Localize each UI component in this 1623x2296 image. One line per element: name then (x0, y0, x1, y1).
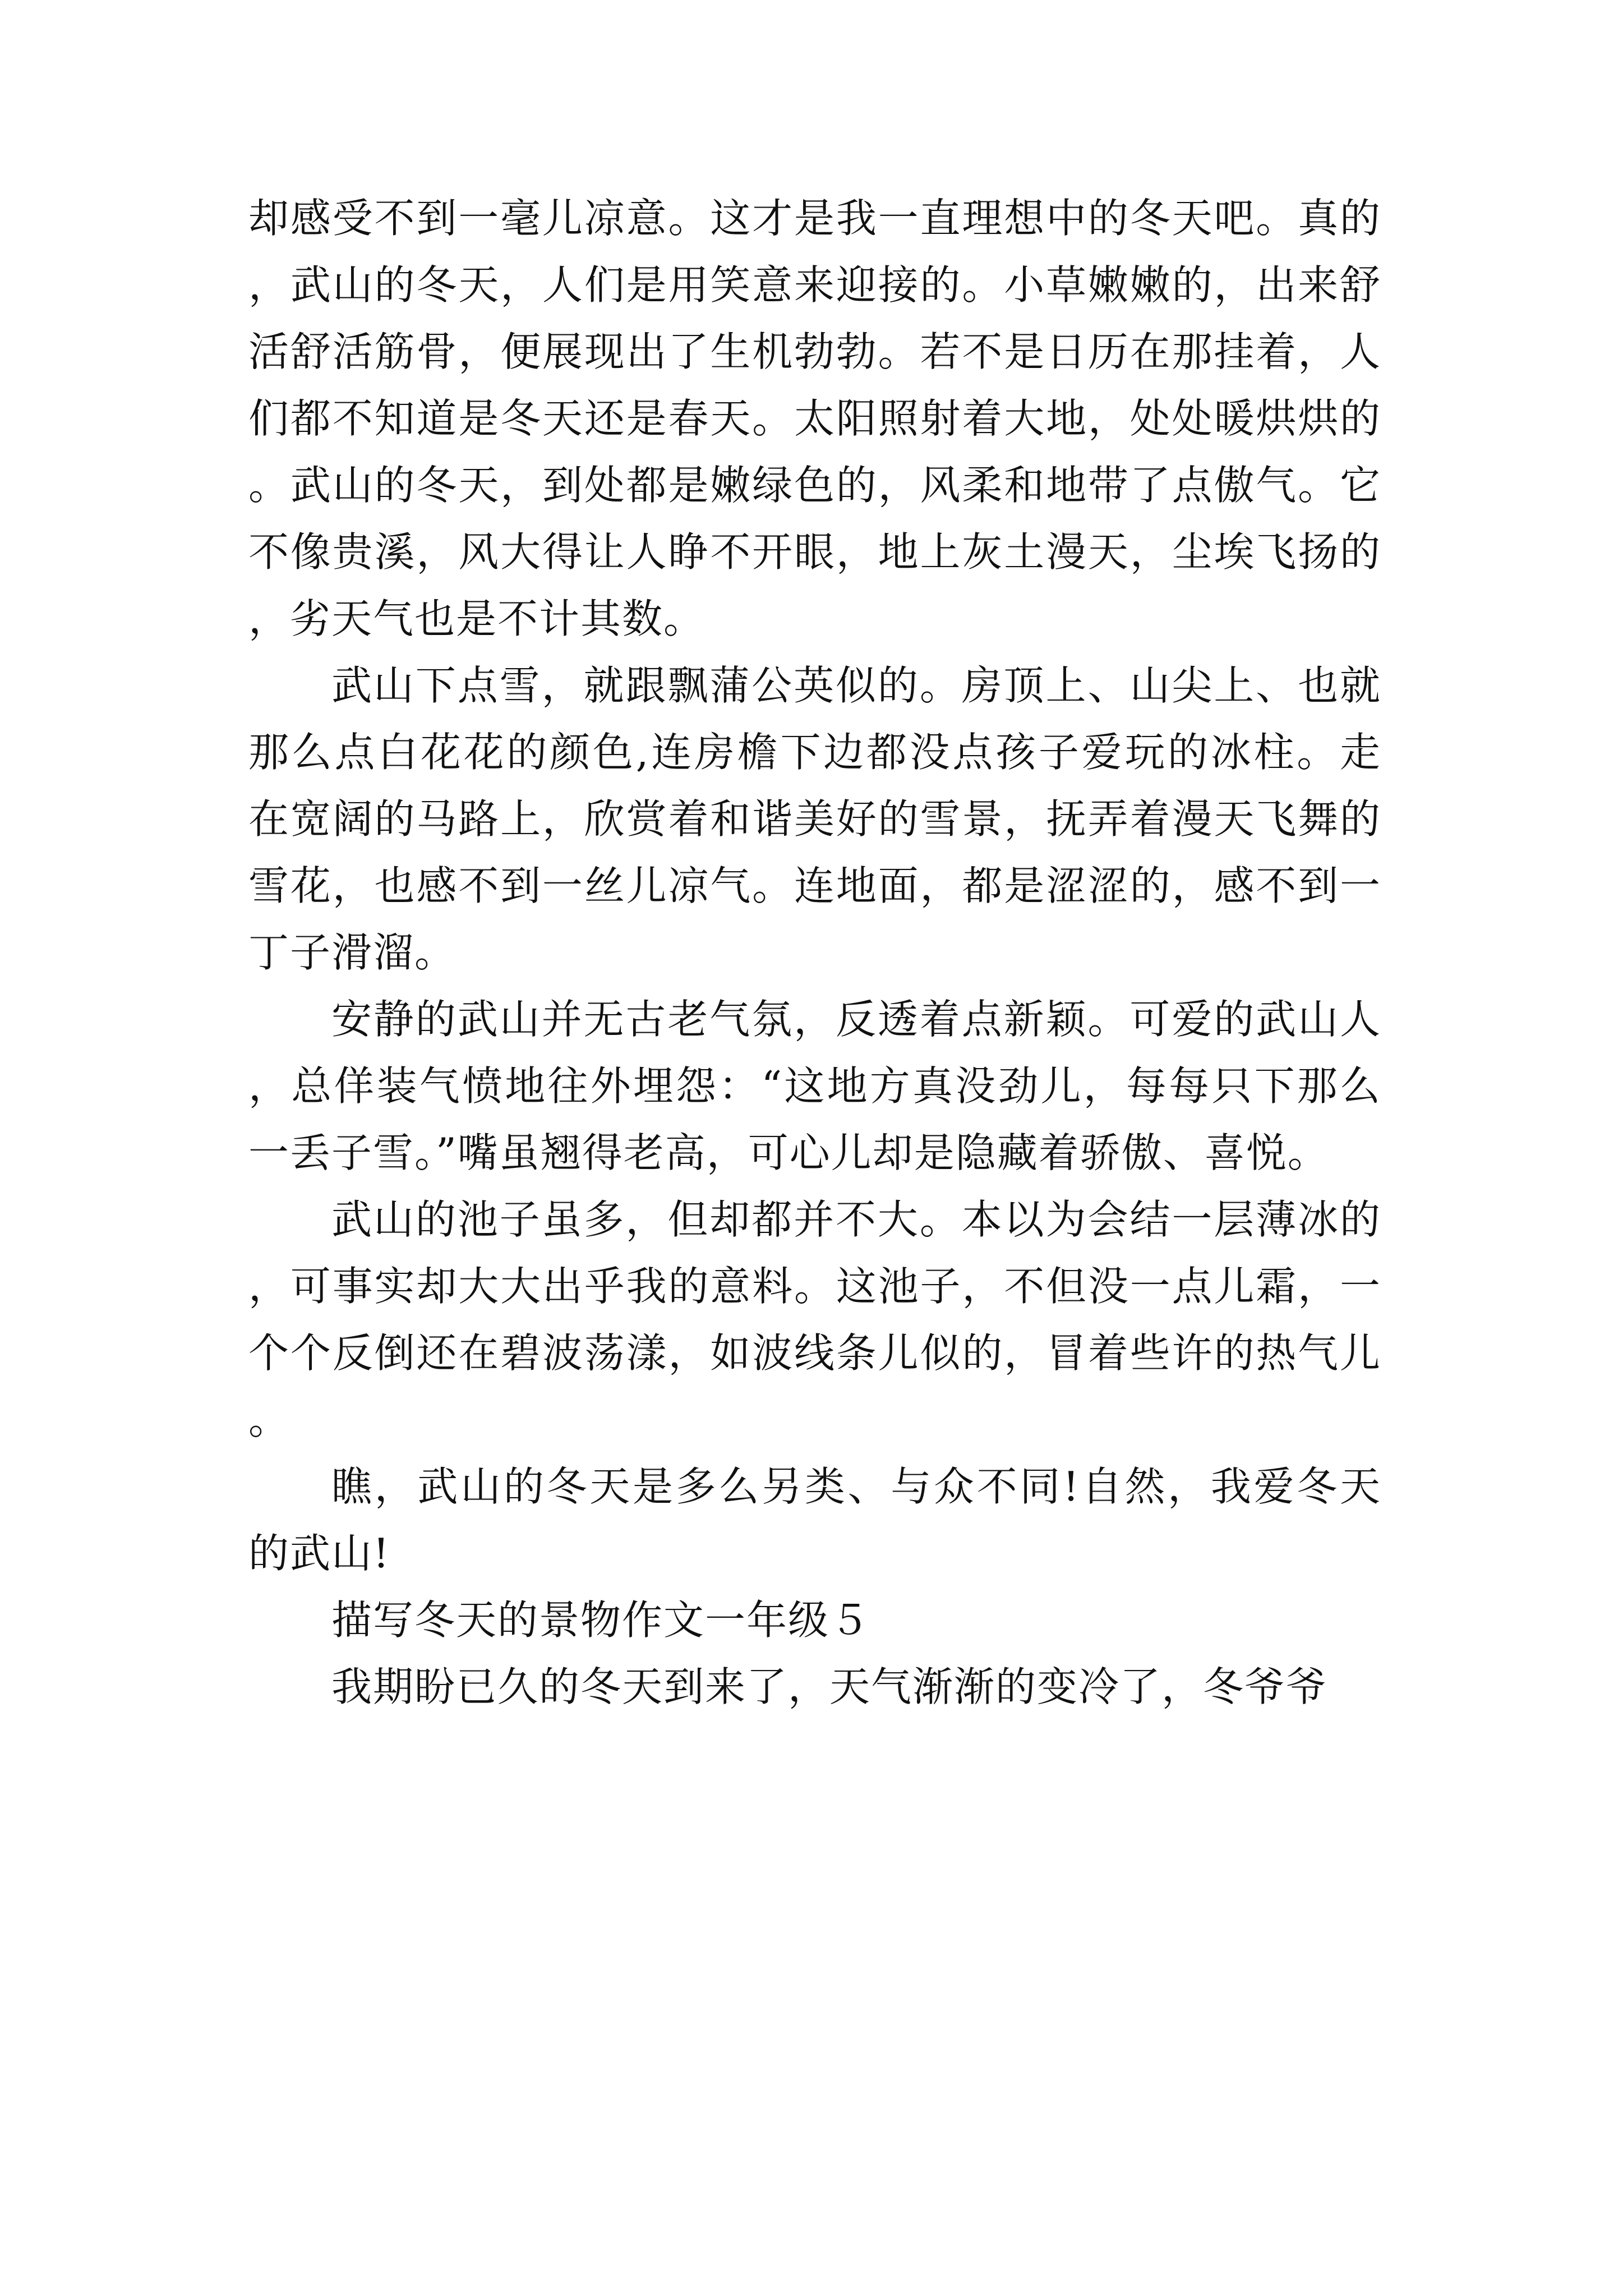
paragraph-4: 武山的池子虽多，但却都并不大。本以为会结一层薄冰的，可事实却大大出乎我的意料。这池子，不但没一点儿霜，一个个反倒还在碧波荡漾，如波线条儿似的，冒着些许的热气儿。 (248, 1196, 1381, 1443)
document-body (248, 185, 1381, 1720)
paragraph-3: 安静的武山并无古老气氛，反透着点新颖。可爱的武山人，总佯装气愤地往外埋怨：“这地方真没劲儿，每每只下那么一丢子雪。”嘴虽翘得老高，可心儿却是隐藏着骄傲、喜悦。 (248, 996, 1381, 1176)
section-heading: 描写冬天的景物作文一年级５ (331, 1596, 872, 1644)
paragraph-1: 却感受不到一毫儿凉意。这才是我一直理想中的冬天吧。真的，武山的冬天，人们是用笑意来迎接的。小草嫩嫩的，出来舒活舒活筋骨，便展现出了生机勃勃。若不是日历在那挂着，人们都不知道是冬天还是春天。太阳照射着大地，处处暖烘烘的。武山的冬天，到处都是嫩绿色的，风柔和地带了点傲气。它不像贵溪，风大得让人睁不开眼，地上灰土漫天，尘埃飞扬的，劣天气也是不计其数。 (248, 195, 1381, 642)
paragraph-6: 我期盼已久的冬天到来了，天气渐渐的变冷了，冬爷爷 (331, 1663, 1328, 1710)
paragraph-2: 武山下点雪，就跟飘蒲公英似的。房顶上、山尖上、也就那么点白花花的颜色,连房檐下边都没点孩子爱玩的冰柱。走在宽阔的马路上，欣赏着和谐美好的雪景，抚弄着漫天飞舞的雪花，也感不到一丝儿凉气。连地面，都是涩涩的，感不到一丁子滑溜。 (248, 662, 1381, 976)
paragraph-5: 瞧，武山的冬天是多么另类、与众不同!自然，我爱冬天的武山! (248, 1463, 1381, 1577)
